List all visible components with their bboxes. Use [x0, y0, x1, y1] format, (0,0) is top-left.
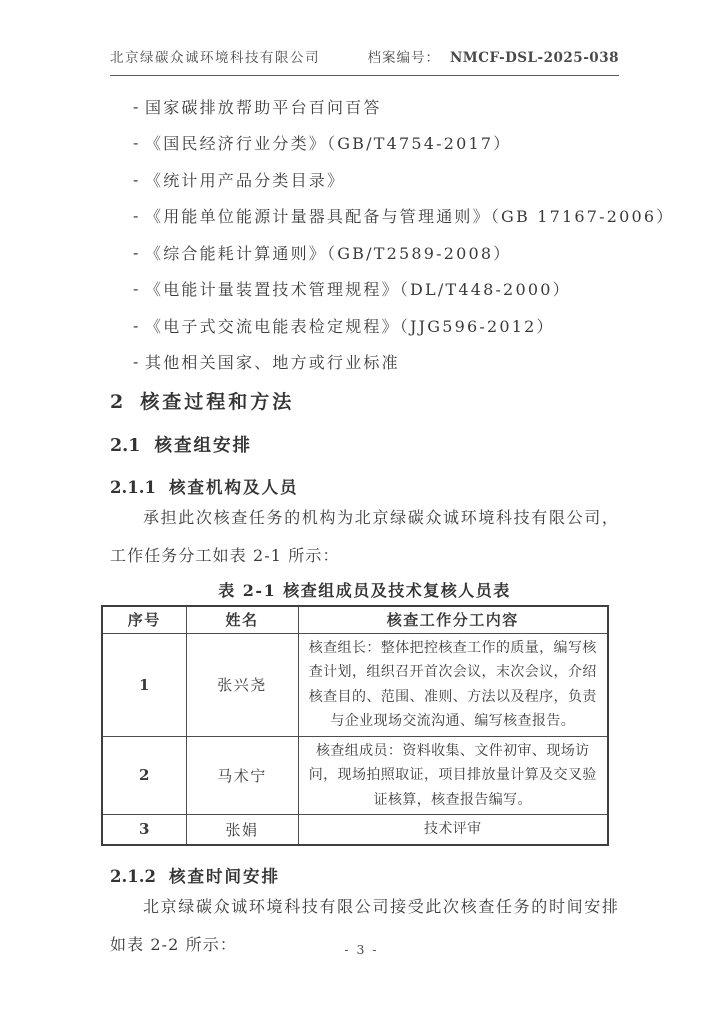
cell-duty: 核查组成员：资料收集、文件初审、现场访问，现场拍照取证，项目排放量计算及交叉验证核算，核查报告编写。	[298, 736, 608, 815]
bullet-dash: -	[133, 315, 139, 335]
section-heading-2-1-1	[110, 478, 619, 498]
bullet-dash: -	[133, 133, 139, 153]
section-heading-2-1	[110, 436, 619, 457]
section-title: 核查组安排	[154, 436, 252, 456]
reference-text: 《综合能耗计算通则》（GB/T2589-2008）	[145, 243, 512, 263]
section-number: 2.1.2	[110, 866, 156, 886]
reference-text: 国家碳排放帮助平台百问百答	[145, 97, 382, 117]
reference-text: 《统计用产品分类目录》	[145, 170, 346, 190]
section-number: 2	[110, 391, 124, 413]
cell-seq: 3	[102, 815, 186, 845]
bullet-dash: -	[133, 242, 139, 262]
bullet-dash: -	[133, 206, 139, 226]
header-company-name: 北京绿碳众诚环境科技有限公司	[110, 50, 320, 66]
paragraph-schedule-intro: 北京绿碳众诚环境科技有限公司接受此次核查任务的时间安排如表 2-2 所示：	[110, 896, 619, 954]
bullet-dash: -	[133, 279, 139, 299]
page-header	[110, 46, 619, 76]
bullet-dash: -	[133, 352, 139, 372]
reference-text: 《电能计量装置技术管理规程》（DL/T448-2000）	[145, 280, 571, 300]
table-body	[102, 633, 608, 845]
reference-text: 其他相关国家、地方或行业标准	[145, 353, 400, 373]
cell-seq: 2	[102, 736, 186, 815]
reference-item	[110, 161, 619, 198]
verification-team-table	[101, 605, 609, 846]
reference-item	[110, 344, 619, 381]
table-row	[102, 815, 608, 845]
cell-name: 张兴尧	[186, 633, 298, 736]
table-caption: 表 2-1 核查组成员及技术复核人员表	[218, 581, 511, 600]
cell-name: 张娟	[186, 815, 298, 845]
table-header-row	[102, 606, 608, 633]
col-header-name: 姓名	[186, 606, 298, 633]
cell-name: 马术宁	[186, 736, 298, 815]
col-header-duty: 核查工作分工内容	[298, 606, 608, 633]
cell-seq: 1	[102, 633, 186, 736]
cell-duty: 技术评审	[298, 815, 608, 845]
bullet-dash: -	[133, 96, 139, 116]
reference-text: 《电子式交流电能表检定规程》（JJG596-2012）	[145, 316, 555, 336]
reference-item	[110, 198, 675, 235]
section-title: 核查过程和方法	[140, 391, 295, 413]
page-content	[110, 46, 675, 964]
reference-text: 《国民经济行业分类》（GB/T4754-2017）	[145, 134, 512, 154]
reference-item	[110, 307, 619, 344]
page-number: - 3 -	[344, 942, 379, 957]
reference-item	[110, 271, 619, 308]
section-heading-2	[110, 391, 619, 414]
reference-item	[110, 234, 619, 271]
archive-label: 档案编号：	[367, 50, 440, 66]
section-number: 2.1	[110, 436, 141, 456]
section-title: 核查机构及人员	[168, 478, 299, 497]
paragraph-verifier-assignment: 承担此次核查任务的机构为北京绿碳众诚环境科技有限公司，工作任务分工如表 2-1 所示：	[110, 508, 619, 565]
reference-list	[110, 88, 675, 380]
section-number: 2.1.1	[110, 478, 156, 497]
header-archive	[367, 46, 619, 66]
cell-duty: 核查组长：整体把控核查工作的质量，编写核查计划，组织召开首次会议，末次会议，介绍核查目的、范围、准则、方法以及程序，负责与企业现场交流沟通、编写核查报告。	[298, 633, 608, 736]
reference-text: 《用能单位能源计量器具配备与管理通则》（GB 17167-2006）	[145, 207, 675, 227]
bullet-dash: -	[133, 169, 139, 189]
col-header-seq: 序号	[102, 606, 186, 633]
reference-item	[110, 88, 619, 125]
table-row	[102, 633, 608, 736]
reference-item	[110, 125, 619, 162]
table-row	[102, 736, 608, 815]
archive-number: NMCF-DSL-2025-038	[449, 50, 619, 66]
section-title: 核查时间安排	[168, 866, 280, 886]
table-head	[102, 606, 608, 633]
section-heading-2-1-2	[110, 867, 619, 887]
